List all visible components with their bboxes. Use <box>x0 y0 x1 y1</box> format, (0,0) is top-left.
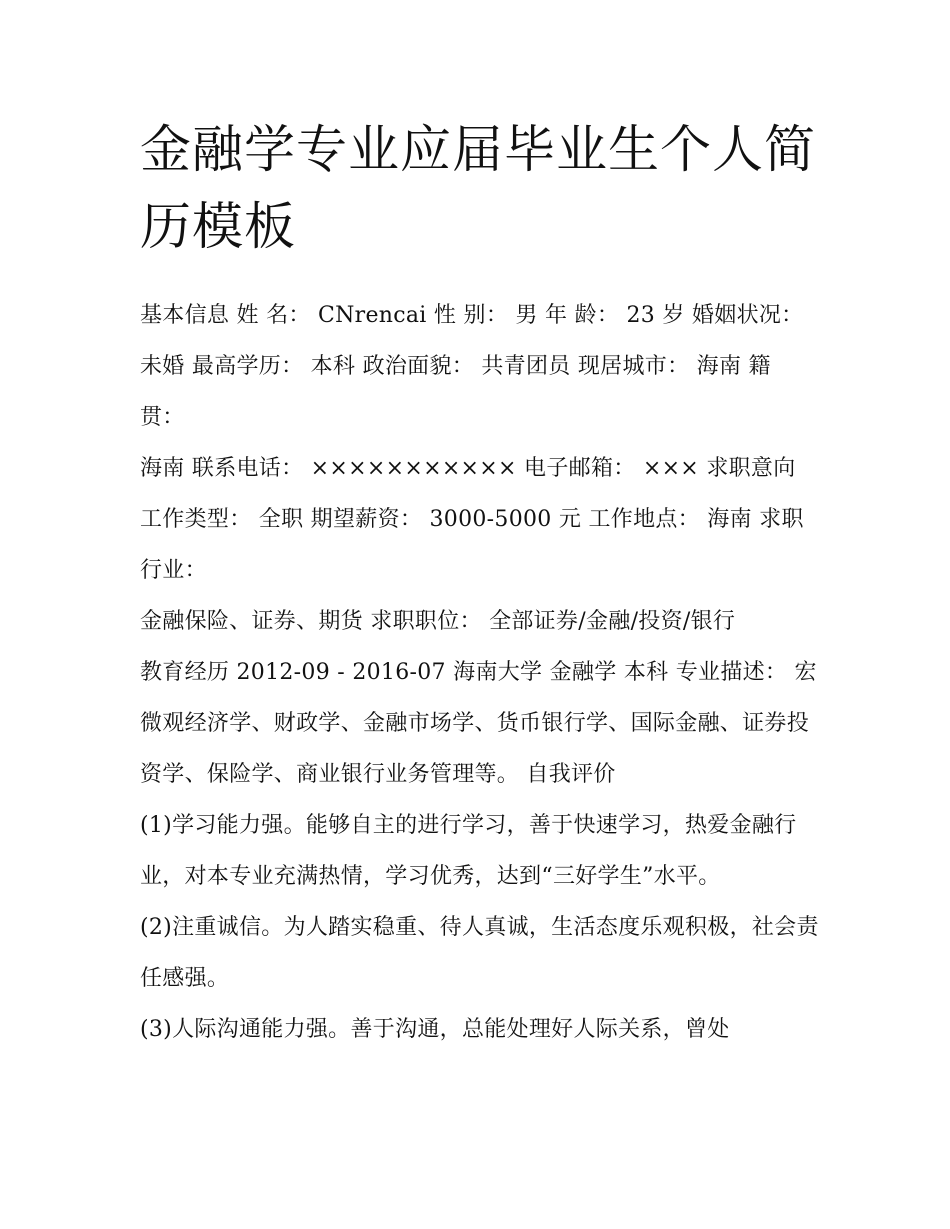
title-line-1: 金融学专业应届毕业生个人简 <box>140 121 817 180</box>
self-evaluation-item-1: (1)学习能力强。能够自主的进行学习，善于快速学习，热爱金融行业，对本专业充满热情，学习优秀，达到“三好学生”水平。 <box>140 813 797 889</box>
self-evaluation-item-3: (3)人际沟通能力强。善于沟通，总能处理好人际关系，曾处 <box>140 1017 730 1042</box>
education-paragraph: 教育经历 2012-09 - 2016-07 海南大学 金融学 本科 专业描述： 宏微观经济学、财政学、金融市场学、货币银行学、国际金融、证券投资学、保险学、商业银行业务管理等。 自我评价 <box>140 660 817 787</box>
document-title <box>140 112 820 266</box>
self-evaluation-item-2: (2)注重诚信。为人踏实稳重、待人真诚，生活态度乐观积极，社会责任感强。 <box>140 915 819 991</box>
resume-content <box>140 112 820 1055</box>
basic-info-paragraph: 基本信息 姓 名： CNrencai 性 别： 男 年 龄： 23 岁 婚姻状况： 未婚 最高学历： 本科 政治面貌： 共青团员 现居城市： 海南 籍 贯： <box>140 303 804 430</box>
contact-and-intention-paragraph: 海南 联系电话： ××××××××××× 电子邮箱： ××× 求职意向 工作类型： 全职 期望薪资： 3000-5000 元 工作地点： 海南 求职行业： <box>140 456 804 583</box>
industry-position-paragraph: 金融保险、证券、期货 求职职位： 全部证券/金融/投资/银行 <box>140 609 736 634</box>
title-line-2: 历模板 <box>140 198 297 257</box>
